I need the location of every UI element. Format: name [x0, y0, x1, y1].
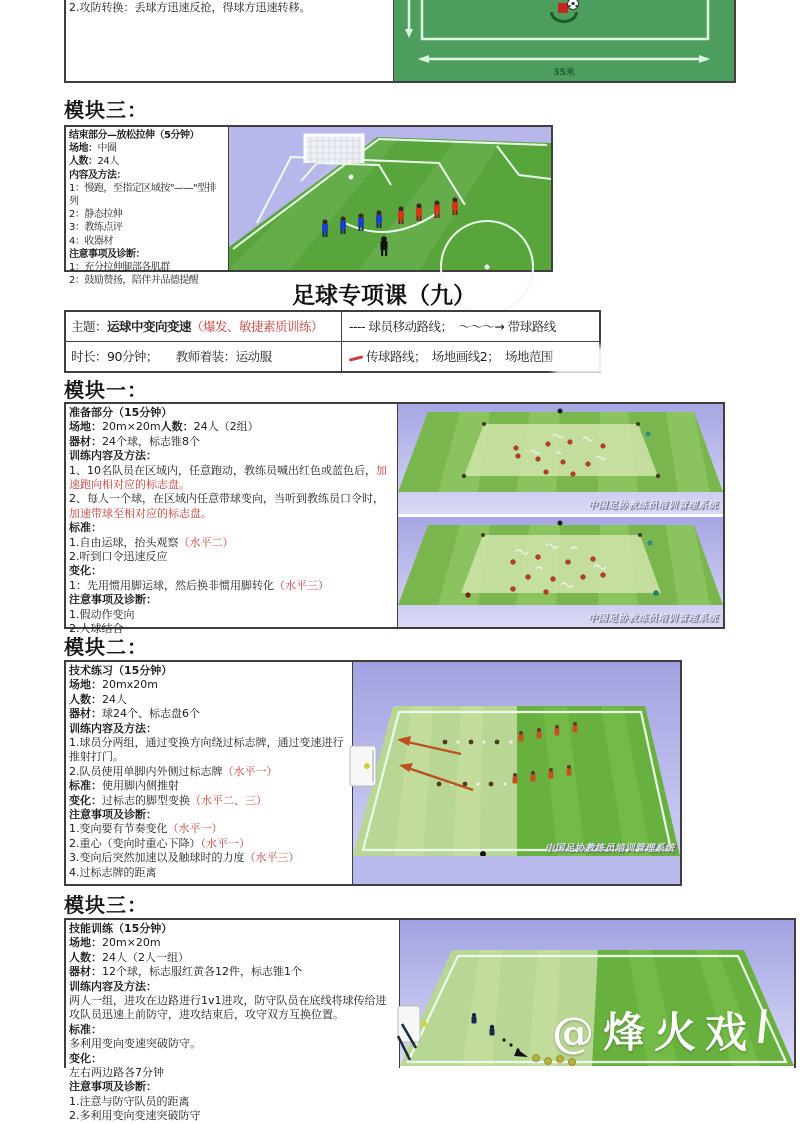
text-line [69, 1080, 395, 1094]
text-line [349, 317, 594, 335]
text-segment: 1.自由运球，抬头观察 [69, 535, 179, 549]
text-line [69, 248, 224, 261]
red-mark-icon [349, 355, 363, 361]
text-segment: （水平一） [200, 836, 250, 850]
system-watermark: 中国足协教练员培训管理系统 [544, 843, 675, 854]
text-segment: 场地： [69, 936, 102, 950]
text-segment: 器材： [69, 965, 102, 979]
text-segment: 标准： [69, 521, 102, 535]
duration-cell [66, 342, 342, 371]
text-line [69, 536, 393, 550]
text-segment: ---- 球员移动路线； ～～～→ 带球路线 [349, 319, 556, 334]
text-segment: 2.人球结合 [69, 622, 124, 636]
text-line [69, 142, 224, 155]
text-segment: （水平一） [167, 822, 223, 836]
text-segment: 1.变向要有节奏变化 [69, 822, 168, 836]
text-line [69, 779, 348, 793]
text-segment: 2.队员使用单脚内外侧过标志牌 [69, 764, 223, 778]
text-line [69, 1109, 395, 1123]
goal-icon [350, 746, 376, 786]
text-segment: 结束部分—放松拉伸（5分钟） [69, 130, 199, 141]
text-segment: 场地： [69, 678, 102, 692]
text-line [69, 221, 224, 234]
text-segment: 球24个、标志盘6个 [102, 707, 200, 721]
cell-text [66, 0, 393, 81]
text-segment: 24人 [97, 156, 119, 168]
text-segment: 20m×20m [102, 420, 161, 434]
text-segment: 3：教练点评 [69, 222, 123, 234]
text-line [69, 406, 393, 420]
text-line [69, 1095, 395, 1109]
text-segment: 过标志的脚型变换 [102, 793, 190, 807]
text-segment: 1、10名队员在区域内，任意跑动，教练员喊出红色或蓝色后， [69, 463, 376, 477]
goal-icon [305, 135, 363, 163]
header-row [66, 342, 599, 371]
text-line [69, 965, 395, 979]
text-segment: 技能训练（15分钟） [69, 922, 173, 935]
text-segment: 标准： [69, 779, 102, 793]
text-segment: 1：充分拉伸腿部各肌群 [69, 262, 170, 274]
text-line [69, 235, 224, 248]
field-diagram-cell [397, 404, 723, 627]
text-segment: 训练内容及方法： [69, 721, 157, 735]
system-watermark: 中国足协教练员培训管理系统 [587, 613, 718, 624]
text-segment: 2.重心（变向时重心下降） [69, 836, 201, 850]
page-title: 足球专项课（九） [292, 283, 476, 309]
text-line [69, 664, 348, 678]
text-line [71, 317, 336, 335]
text-segment: 训练内容及方法： [69, 449, 157, 463]
theme-cell [66, 312, 342, 341]
text-line [69, 1037, 395, 1051]
field-dimension-label: 35米 [553, 68, 575, 78]
text-line [69, 951, 395, 965]
text-line [69, 169, 224, 182]
text-segment: 标准： [69, 1022, 102, 1036]
text-segment: 变化： [69, 793, 102, 807]
text-line [69, 208, 224, 221]
page-watermark-text: @烽火戏 [552, 1008, 757, 1057]
text-segment: 注意事项及诊断： [69, 1080, 157, 1094]
text-line [69, 564, 393, 578]
text-segment: 1.球员分两组，通过变换方向绕过标志牌，通过变速进行推射打门。 [69, 736, 344, 764]
text-segment: 12个球，标志服红黄各12件，标志锥1个 [102, 965, 302, 979]
table-module2 [64, 660, 682, 886]
text-segment: 人数： [69, 692, 102, 706]
text-line [69, 707, 348, 721]
text-segment: （爆发、敏捷素质训练） [191, 319, 324, 334]
lesson-header-table [64, 310, 601, 373]
text-line [69, 579, 393, 593]
text-line [69, 1066, 395, 1080]
text-segment: 4：收器材 [69, 235, 113, 247]
text-segment: 变化： [69, 564, 102, 578]
field-diagram-cell [393, 0, 734, 81]
text-segment: （水平二、三） [190, 793, 267, 807]
text-line [69, 837, 348, 851]
text-segment: 主题： [71, 319, 108, 334]
text-segment: 场地： [69, 420, 102, 434]
text-segment: 器材： [69, 707, 102, 721]
text-segment: 2、每人一个球，在区域内任意带球变向，当听到教练员口令时， [69, 492, 384, 506]
text-segment: （水平三） [274, 578, 329, 592]
text-line [69, 521, 393, 535]
text-line [69, 678, 348, 692]
text-segment: 2.多利用变向变速突破防守 [69, 1109, 201, 1123]
text-segment: 注意事项及诊断： [69, 248, 145, 260]
field-diagram-cell [228, 127, 551, 270]
text-segment: 多利用变向变速突破防守。 [69, 1037, 201, 1051]
module-heading: 模块三： [64, 98, 148, 122]
legend-cell [342, 312, 599, 341]
text-segment: 24人 [102, 692, 127, 706]
text-segment: 传球路线； 场地画线2； 场地范围 [366, 349, 553, 364]
text-line [69, 550, 393, 564]
blur-patch [557, 351, 605, 370]
text-line [69, 492, 393, 521]
text-segment: 人数： [69, 950, 102, 964]
text-segment: 2：鼓励赞扬，陪伴并品德提醒 [69, 275, 199, 287]
text-segment: 2：静态拉伸 [69, 209, 123, 221]
text-segment: 1.注意与防守队员的距离 [69, 1094, 190, 1108]
text-line [69, 765, 348, 779]
field-image-stack [398, 404, 723, 627]
text-segment: 器材： [69, 434, 102, 448]
text-segment: 使用脚内侧推射 [102, 779, 179, 793]
text-segment: 1.假动作变向 [69, 607, 135, 621]
text-segment: 左右两边路各7分钟 [69, 1066, 164, 1080]
field-diagram-cell [352, 662, 680, 884]
text-segment: 加速带球至相对应的标志盘。 [69, 506, 212, 520]
cell-text [66, 662, 352, 884]
text-line [71, 347, 336, 365]
module-heading: 模块三： [64, 893, 148, 917]
text-line [69, 980, 395, 994]
cell-text [66, 920, 399, 1123]
table-module1 [64, 402, 725, 636]
text-segment: 中圈 [97, 143, 117, 155]
header-row [66, 312, 599, 342]
partial-character [758, 1009, 775, 1043]
text-segment: 人数： [69, 156, 98, 168]
legend-cell [342, 342, 599, 371]
text-segment: 场地： [69, 143, 98, 155]
text-segment: 3.变向后突然加速以及触球时的力度 [69, 851, 245, 865]
text-segment: 24人（2人一组） [102, 950, 189, 964]
text-line [69, 722, 348, 736]
text-line [69, 736, 348, 765]
text-line [69, 994, 395, 1023]
page-watermark [552, 1000, 800, 1060]
text-line [69, 129, 224, 142]
text-line [69, 808, 348, 822]
text-line [69, 1023, 395, 1037]
text-segment: 技术练习（15分钟） [69, 664, 173, 677]
text-segment: 两人一组，进攻在边路进行1v1进攻，防守队员在底线将球传给进攻队员迅速上前防守，进攻结束后，攻守双方互换位置。 [69, 994, 387, 1022]
field-image [398, 517, 723, 627]
text-line [69, 851, 348, 865]
text-line [69, 922, 395, 936]
field-3d-lineup-diagram [229, 127, 551, 270]
cell-text [66, 404, 397, 636]
table-fragment-top [64, 0, 736, 83]
text-segment: （水平二） [178, 535, 234, 549]
text-segment: 20mx20m [102, 678, 158, 692]
text-line [69, 464, 393, 493]
text-segment: 训练内容及方法： [69, 979, 157, 993]
module-heading: 模块一： [64, 378, 148, 402]
text-segment: 2.攻防转换：丢球方迅速反抢，得球方迅速转移。 [69, 1, 311, 14]
table-cooldown [64, 125, 553, 287]
text-segment: 20m×20m [102, 936, 161, 950]
cell-text [66, 127, 228, 287]
text-segment: 人数： [160, 420, 194, 434]
text-segment: 24个球，标志锥8个 [102, 434, 200, 448]
text-line [69, 261, 224, 274]
text-line [69, 155, 224, 168]
text-segment: 4.过标志牌的距离 [69, 865, 157, 879]
text-segment: 注意事项及诊断： [69, 808, 157, 822]
text-line [69, 936, 395, 950]
text-line [69, 1052, 395, 1066]
text-segment: （水平三） [244, 851, 300, 865]
text-line [69, 822, 348, 836]
text-line [69, 608, 393, 622]
module-heading: 模块二： [64, 635, 148, 659]
text-line [69, 794, 348, 808]
text-segment: 变化： [69, 1051, 102, 1065]
text-line [69, 449, 393, 463]
system-watermark: 中国足协教练员培训管理系统 [587, 500, 718, 511]
text-segment: 运球中变向变速 [107, 319, 192, 334]
text-line [69, 866, 348, 880]
text-line [69, 593, 393, 607]
field-image [398, 404, 723, 514]
text-segment: 1：慢跑，至指定区域按"——"型排列 [69, 182, 217, 208]
text-line [69, 435, 393, 449]
text-line [69, 1, 389, 15]
text-segment: 时长：90分钟； 教师着装：运动服 [71, 349, 272, 364]
text-segment: 注意事项及诊断： [69, 593, 157, 607]
text-segment: 2.听到口令迅速反应 [69, 550, 168, 564]
text-segment: 24人（2组） [193, 420, 259, 434]
text-line [69, 182, 224, 208]
text-line [69, 420, 393, 434]
text-segment: 1：先用惯用脚运球，然后换非惯用脚转化 [69, 578, 274, 592]
text-segment: 准备部分（15分钟） [69, 406, 173, 419]
text-segment: 内容及方法： [69, 169, 126, 181]
text-segment: （水平一） [222, 764, 278, 778]
text-segment: 加速跑向相对应的标志盘。 [69, 463, 387, 492]
text-line [69, 693, 348, 707]
